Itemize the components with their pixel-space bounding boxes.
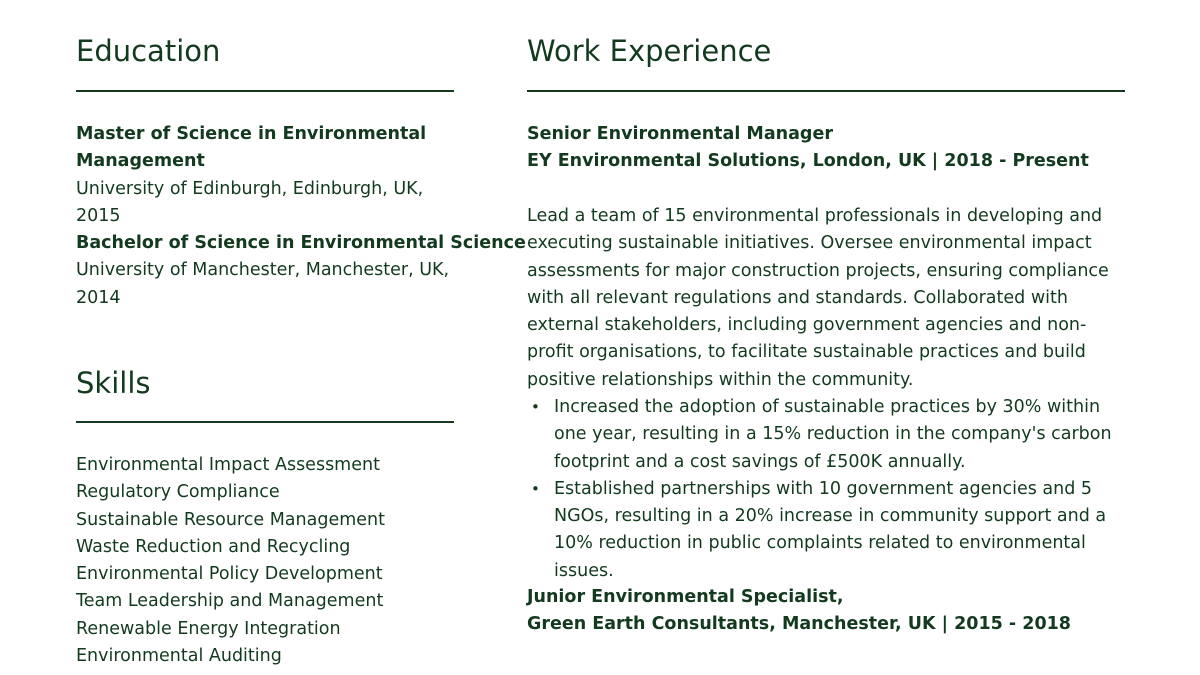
education-divider [76,90,454,92]
job-company: EY Environmental Solutions, London, UK | 2018 - Present [527,151,1089,172]
education-institution: University of Manchester, Manchester, UK, 2014 [76,260,450,308]
achievement-item: • Increased the adoption of sustainable practices by 30% within one year, resulting in a 15% reduction in the company's carbon footprint and a cost savings of £500K annually. [554,394,1125,476]
education-degree: Bachelor of Science in Environmental Science [76,233,526,253]
education-heading: Education [76,34,221,68]
job-company: Green Earth Consultants, Manchester, UK | 2015 - 2018 [527,614,1071,635]
job-description: Lead a team of 15 environmental professionals in developing and executing sustainable initiatives. Oversee environmental impact assessments for major construction projects, ensuring compliance with all relevant regulations and standards. Collaborated with external stakeholders, including government agencies and non-profit organisations, to facilitate sustainable practices and build positive relationships within the community. [527,206,1109,390]
job-header-junior [527,584,1125,639]
job-role: Senior Environmental Manager [527,124,833,144]
skill-item: Waste Reduction and Recycling [76,536,351,557]
job-header-senior [527,121,1125,176]
skills-list [76,452,385,670]
work-experience-heading: Work Experience [527,34,772,68]
skill-item: Environmental Impact Assessment [76,455,380,475]
skill-item: Environmental Policy Development [76,564,383,585]
education-institution: University of Edinburgh, Edinburgh, UK, 2015 [76,178,424,226]
education-entry-bachelors [76,230,526,312]
job-achievements [527,394,1125,585]
work-experience-divider [527,90,1125,92]
job-role: Junior Environmental Specialist, [527,587,844,607]
skills-divider [76,421,454,423]
skill-item: Renewable Energy Integration [76,618,341,639]
education-degree: Master of Science in Environmental Management [76,124,427,172]
achievement-item: • Established partnerships with 10 government agencies and 5 NGOs, resulting in a 20% increase in community support and a 10% reduction in public complaints related to environmental issues. [554,476,1125,585]
education-entry-masters [76,121,454,230]
skill-item: Sustainable Resource Management [76,509,385,530]
skills-heading: Skills [76,366,151,400]
skill-item: Regulatory Compliance [76,482,280,503]
skill-item: Environmental Auditing [76,646,282,667]
skill-item: Team Leadership and Management [76,591,384,612]
